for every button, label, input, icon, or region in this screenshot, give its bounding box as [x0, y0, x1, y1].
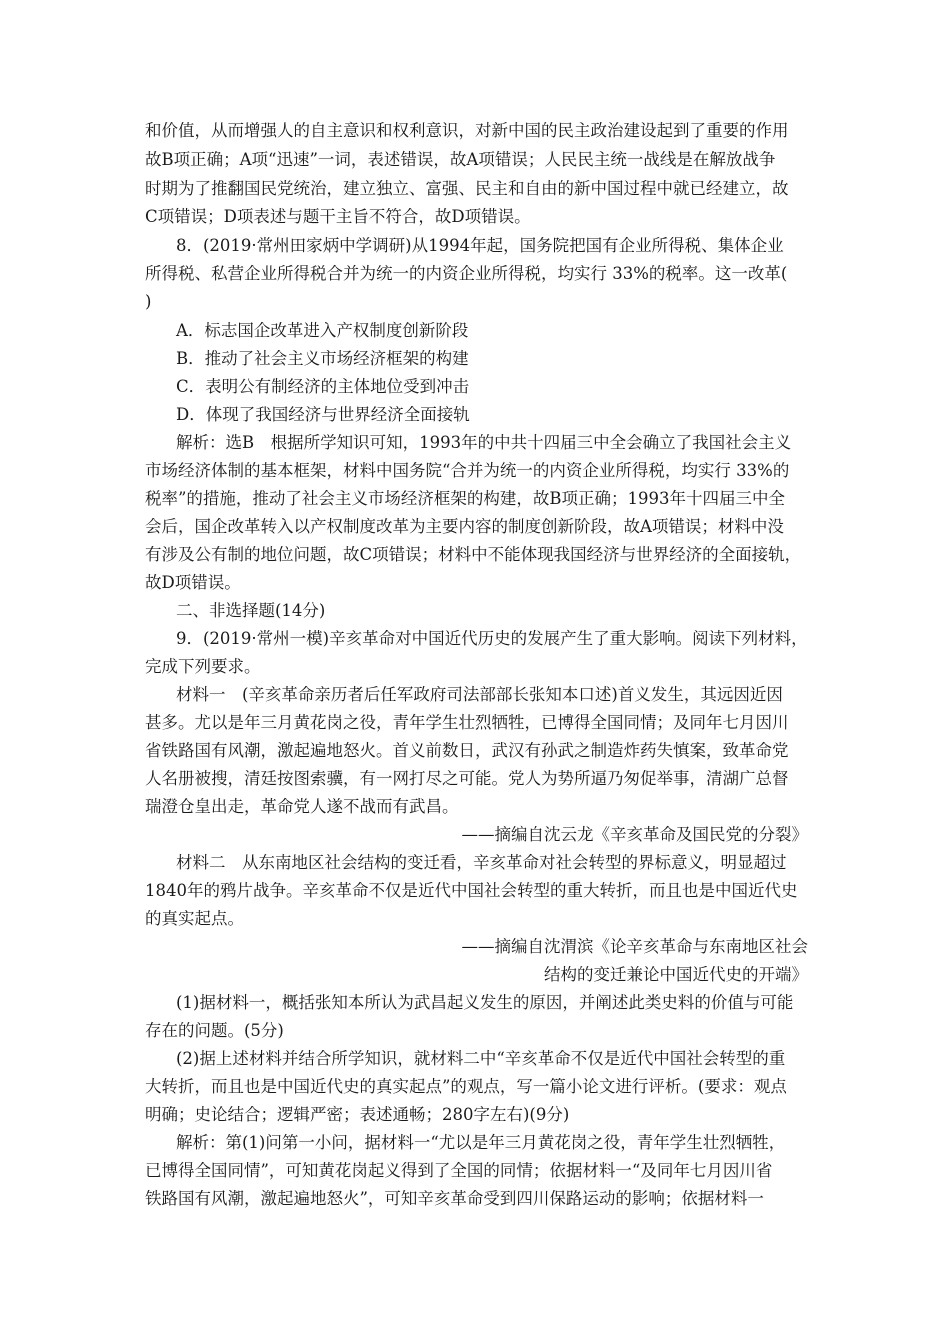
option-c: C．表明公有制经济的主体地位受到冲击 — [176, 377, 470, 396]
sub-question-2: 明确；史论结合；逻辑严密；表述通畅；280字左右)(9分) — [145, 1105, 570, 1124]
material-1-line: 瑞澄仓皇出走，革命党人遂不战而有武昌。 — [145, 797, 459, 816]
analysis-line: 市场经济体制的基本框架，材料中国务院“合并为统一的内资企业所得税，均实行 33%的 — [145, 461, 790, 480]
analysis-line: 税率”的措施，推动了社会主义市场经济框架的构建，故B项正确；1993年十四届三中全 — [145, 489, 786, 508]
text-line: 故B项正确；A项“迅速”一词，表述错误，故A项错误；人民民主统一战线是在解放战争 — [145, 150, 776, 169]
option-b: B．推动了社会主义市场经济框架的构建 — [176, 349, 469, 368]
material-1-source: ——摘编自沈云龙《辛亥革命及国民党的分裂》 — [461, 825, 808, 844]
option-d: D．体现了我国经济与世界经济全面接轨 — [176, 405, 470, 424]
analysis-line: 有涉及公有制的地位问题，故C项错误；材料中不能体现我国经济与世界经济的全面接轨， — [145, 545, 802, 564]
analysis-line: 解析：选B 根据所学知识可知，1993年的中共十四届三中全会确立了我国社会主义 — [176, 433, 792, 452]
text-line: 时期为了推翻国民党统治，建立独立、富强、民主和自由的新中国过程中就已经建立，故 — [145, 179, 789, 198]
sub-question-2: 大转折，而且也是中国近代史的真实起点”的观点，写一篇小论文进行评析。(要求：观点 — [145, 1077, 787, 1096]
material-2-source: ——摘编自沈渭滨《论辛亥革命与东南地区社会 — [461, 937, 808, 956]
material-1-line: 省铁路国有风潮，激起遍地怒火。首义前数日，武汉有孙武之制造炸药失慎案，致革命党 — [145, 741, 789, 760]
material-2-source: 结构的变迁兼论中国近代史的开端》 — [544, 965, 808, 984]
text-line: C项错误；D项表述与题干主旨不符合，故D项错误。 — [145, 207, 531, 226]
material-2-line: 材料二 从东南地区社会结构的变迁看，辛亥革命对社会转型的界标意义，明显超过 — [176, 853, 787, 872]
material-1-line: 材料一 (辛亥革命亲历者后任军政府司法部部长张知本口述)首义发生，其远因近因 — [176, 685, 783, 704]
question-9-stem: 9．(2019·常州一模)辛亥革命对中国近代历史的发展产生了重大影响。阅读下列材料， — [176, 629, 808, 648]
analysis-line: 已博得全国同情”，可知黄花岗起义得到了全国的同情；依据材料一“及同年七月因川省 — [145, 1161, 773, 1180]
sub-question-2: (2)据上述材料并结合所学知识，就材料二中“辛亥革命不仅是近代中国社会转型的重 — [176, 1049, 786, 1068]
analysis-line: 会后，国企改革转入以产权制度改革为主要内容的制度创新阶段，故A项错误；材料中没 — [145, 517, 784, 536]
question-8-stem: 所得税、私营企业所得税合并为统一的内资企业所得税，均实行 33%的税率。这一改革( — [145, 264, 788, 283]
option-a: A．标志国企改革进入产权制度创新阶段 — [176, 321, 469, 340]
material-1-line: 甚多。尤以是年三月黄花岗之役，青年学生壮烈牺牲，已博得全国同情；及同年七月因川 — [145, 713, 789, 732]
analysis-line: 故D项错误。 — [145, 573, 241, 592]
material-2-line: 1840年的鸦片战争。辛亥革命不仅是近代中国社会转型的重大转折，而且也是中国近代史 — [145, 881, 798, 900]
analysis-line: 解析：第(1)问第一小问，据材料一“尤以是年三月黄花岗之役，青年学生壮烈牺牲， — [176, 1133, 786, 1152]
material-1-line: 人名册被搜，清廷按图索骥，有一网打尽之可能。党人为势所逼乃匆促举事，清湖广总督 — [145, 769, 789, 788]
sub-question-1: (1)据材料一，概括张知本所认为武昌起义发生的原因，并阐述此类史料的价值与可能 — [176, 993, 794, 1012]
section-heading: 二、非选择题(14分) — [176, 601, 326, 620]
sub-question-1: 存在的问题。(5分) — [145, 1021, 284, 1040]
question-9-stem: 完成下列要求。 — [145, 657, 261, 676]
question-8-stem: ) — [145, 292, 152, 311]
text-line: 和价值，从而增强人的自主意识和权利意识，对新中国的民主政治建设起到了重要的作用 — [145, 121, 789, 140]
material-2-line: 的真实起点。 — [145, 909, 244, 928]
question-8-stem: 8．(2019·常州田家炳中学调研)从1994年起，国务院把国有企业所得税、集体企业 — [176, 236, 784, 255]
analysis-line: 铁路国有风潮，激起遍地怒火”，可知辛亥革命受到四川保路运动的影响；依据材料一 — [145, 1189, 764, 1208]
